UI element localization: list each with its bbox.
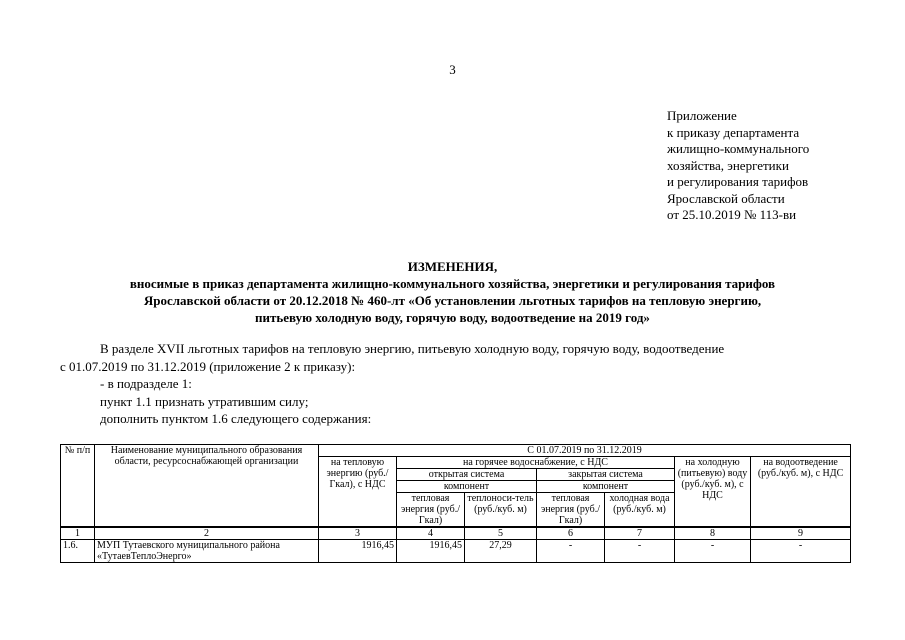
header-closed-system: закрытая система xyxy=(537,469,675,481)
header-sewerage: на водоотведение (руб./куб. м), с НДС xyxy=(751,457,851,528)
header-closed-energy: тепловая энергия (руб./Гкал) xyxy=(537,493,605,528)
header-open-energy: тепловая энергия (руб./Гкал) xyxy=(397,493,465,528)
appendix-line: к приказу департамента xyxy=(667,124,800,140)
appendix-line: от 25.10.2019 № 113-ви xyxy=(667,207,797,222)
cell-closed-cold: - xyxy=(605,540,675,563)
header-closed-cold: холодная вода (руб./куб. м) xyxy=(605,493,675,528)
column-number: 7 xyxy=(605,527,675,540)
header-hot-water: на горячее водоснабжение, с НДС xyxy=(397,457,675,469)
header-name: Наименование муниципального образования области, ресурсоснабжающей организации xyxy=(95,445,319,528)
appendix-block xyxy=(667,108,809,224)
title-heading: ИЗМЕНЕНИЯ, xyxy=(407,259,498,274)
table-row xyxy=(61,540,851,563)
column-number: 3 xyxy=(319,527,397,540)
body-line: - в подразделе 1: xyxy=(100,376,192,391)
column-number: 5 xyxy=(465,527,537,540)
body-paragraph-line: В разделе XVII льготных тарифов на тепловую энергию, питьевую холодную воду, горячую воду, водоотведение xyxy=(100,341,725,356)
column-number: 2 xyxy=(95,527,319,540)
header-open-system: открытая система xyxy=(397,469,537,481)
cell-cold: - xyxy=(675,540,751,563)
header-period: С 01.07.2019 по 31.12.2019 xyxy=(319,445,851,457)
appendix-line: Приложение xyxy=(667,108,737,123)
appendix-line: и регулирования тарифов xyxy=(667,174,809,189)
page-number: 3 xyxy=(449,62,456,77)
body-line: пункт 1.1 признать утратившим силу; xyxy=(100,393,309,409)
title-line: вносимые в приказ департамента жилищно-коммунального хозяйства, энергетики и регулирования тарифов xyxy=(129,276,776,291)
appendix-line: жилищно-коммунального xyxy=(667,141,810,156)
title-line: питьевую холодную воду, горячую воду, водоотведение на 2019 год» xyxy=(255,310,650,325)
column-number: 9 xyxy=(751,527,851,540)
header-component-open: компонент xyxy=(397,481,537,493)
column-number: 1 xyxy=(61,527,95,540)
header-no: № п/п xyxy=(61,445,95,528)
cell-no: 1.6. xyxy=(61,540,95,563)
column-number: 4 xyxy=(397,527,465,540)
body-paragraph-line: с 01.07.2019 по 31.12.2019 (приложение 2 к приказу): xyxy=(60,358,356,374)
cell-heat: 1916,45 xyxy=(319,540,397,563)
body-line: дополнить пунктом 1.6 следующего содержания: xyxy=(100,411,372,426)
cell-name: МУП Тутаевского муниципального района «ТутаевТеплоЭнерго» xyxy=(95,540,319,563)
header-component-closed: компонент xyxy=(537,481,675,493)
appendix-line: Ярославской области xyxy=(667,190,785,206)
appendix-line: хозяйства, энергетики xyxy=(667,157,789,173)
body-text xyxy=(60,340,850,428)
column-number: 8 xyxy=(675,527,751,540)
cell-sewer: - xyxy=(751,540,851,563)
cell-open-carrier: 27,29 xyxy=(465,540,537,563)
column-number: 6 xyxy=(537,527,605,540)
header-cold-water: на холодную (питьевую) воду (руб./куб. м), с НДС xyxy=(675,457,751,528)
header-open-carrier: теплоноси-тель (руб./куб. м) xyxy=(465,493,537,528)
tariff-table xyxy=(60,444,851,563)
cell-open-energy: 1916,45 xyxy=(397,540,465,563)
header-heat: на тепловую энергию (руб./Гкал), с НДС xyxy=(319,457,397,528)
document-title xyxy=(0,258,905,326)
cell-closed-energy: - xyxy=(537,540,605,563)
title-line: Ярославской области от 20.12.2018 № 460-лт «Об установлении льготных тарифов на тепловую энергию, xyxy=(143,293,762,308)
